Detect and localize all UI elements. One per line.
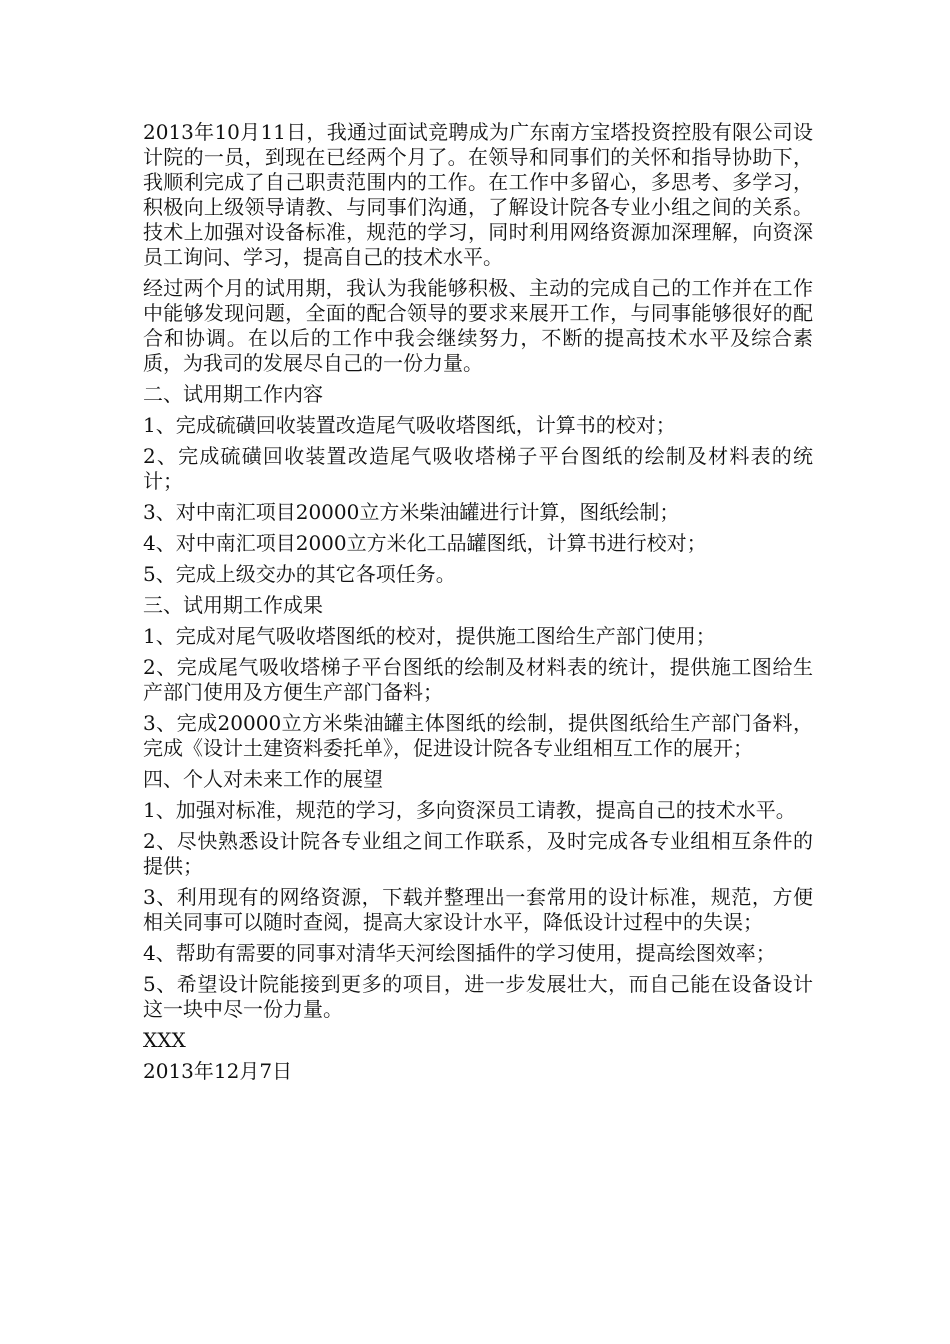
future-outlook-item-5: 5、希望设计院能接到更多的项目，进一步发展壮大，而自己能在设备设计这一块中尽一份力量。	[143, 972, 813, 1021]
future-outlook-item-4: 4、帮助有需要的同事对清华天河绘图插件的学习使用，提高绘图效率；	[143, 941, 776, 965]
document-date: 2013年12月7日	[143, 1059, 293, 1083]
document-body	[143, 120, 813, 1090]
work-results-item-2: 2、完成尾气吸收塔梯子平台图纸的绘制及材料表的统计，提供施工图给生产部门使用及方便生产部门备料；	[143, 655, 813, 704]
work-results-item-3: 3、完成20000立方米柴油罐主体图纸的绘制，提供图纸给生产部门备料，完成《设计土建资料委托单》，促进设计院各专业组相互工作的展开；	[143, 711, 813, 760]
section-heading-work-results: 三、试用期工作成果	[143, 593, 323, 617]
future-outlook-item-2: 2、尽快熟悉设计院各专业组之间工作联系，及时完成各专业组相互条件的提供；	[143, 829, 813, 878]
section-heading-future-outlook: 四、个人对未来工作的展望	[143, 767, 383, 791]
intro-paragraph-2: 经过两个月的试用期，我认为我能够积极、主动的完成自己的工作并在工作中能够发现问题，全面的配合领导的要求来展开工作，与同事能够很好的配合和协调。在以后的工作中我会继续努力，不断的提高技术水平及综合素质，为我司的发展尽自己的一份力量。	[143, 276, 813, 375]
work-content-item-1: 1、完成硫磺回收装置改造尾气吸收塔图纸，计算书的校对；	[143, 413, 676, 437]
intro-paragraph-1: 2013年10月11日，我通过面试竞聘成为广东南方宝塔投资控股有限公司设计院的一员，到现在已经两个月了。在领导和同事们的关怀和指导协助下，我顺利完成了自己职责范围内的工作。在工作中多留心，多思考、多学习，积极向上级领导请教、与同事们沟通，了解设计院各专业小组之间的关系。技术上加强对设备标准，规范的学习，同时利用网络资源加深理解，向资深员工询问、学习，提高自己的技术水平。	[143, 120, 813, 269]
future-outlook-item-1: 1、加强对标准，规范的学习，多向资深员工请教，提高自己的技术水平。	[143, 798, 796, 822]
future-outlook-item-3: 3、利用现有的网络资源，下载并整理出一套常用的设计标准，规范，方便相关同事可以随时查阅，提高大家设计水平，降低设计过程中的失误；	[143, 885, 813, 934]
section-heading-work-content: 二、试用期工作内容	[143, 382, 323, 406]
work-results-item-1: 1、完成对尾气吸收塔图纸的校对，提供施工图给生产部门使用；	[143, 624, 716, 648]
work-content-item-5: 5、完成上级交办的其它各项任务。	[143, 562, 456, 586]
signature: XXX	[143, 1028, 186, 1052]
work-content-item-4: 4、对中南汇项目2000立方米化工品罐图纸，计算书进行校对；	[143, 531, 707, 555]
work-content-item-3: 3、对中南汇项目20000立方米柴油罐进行计算，图纸绘制；	[143, 500, 680, 524]
work-content-item-2: 2、完成硫磺回收装置改造尾气吸收塔梯子平台图纸的绘制及材料表的统计；	[143, 444, 813, 493]
